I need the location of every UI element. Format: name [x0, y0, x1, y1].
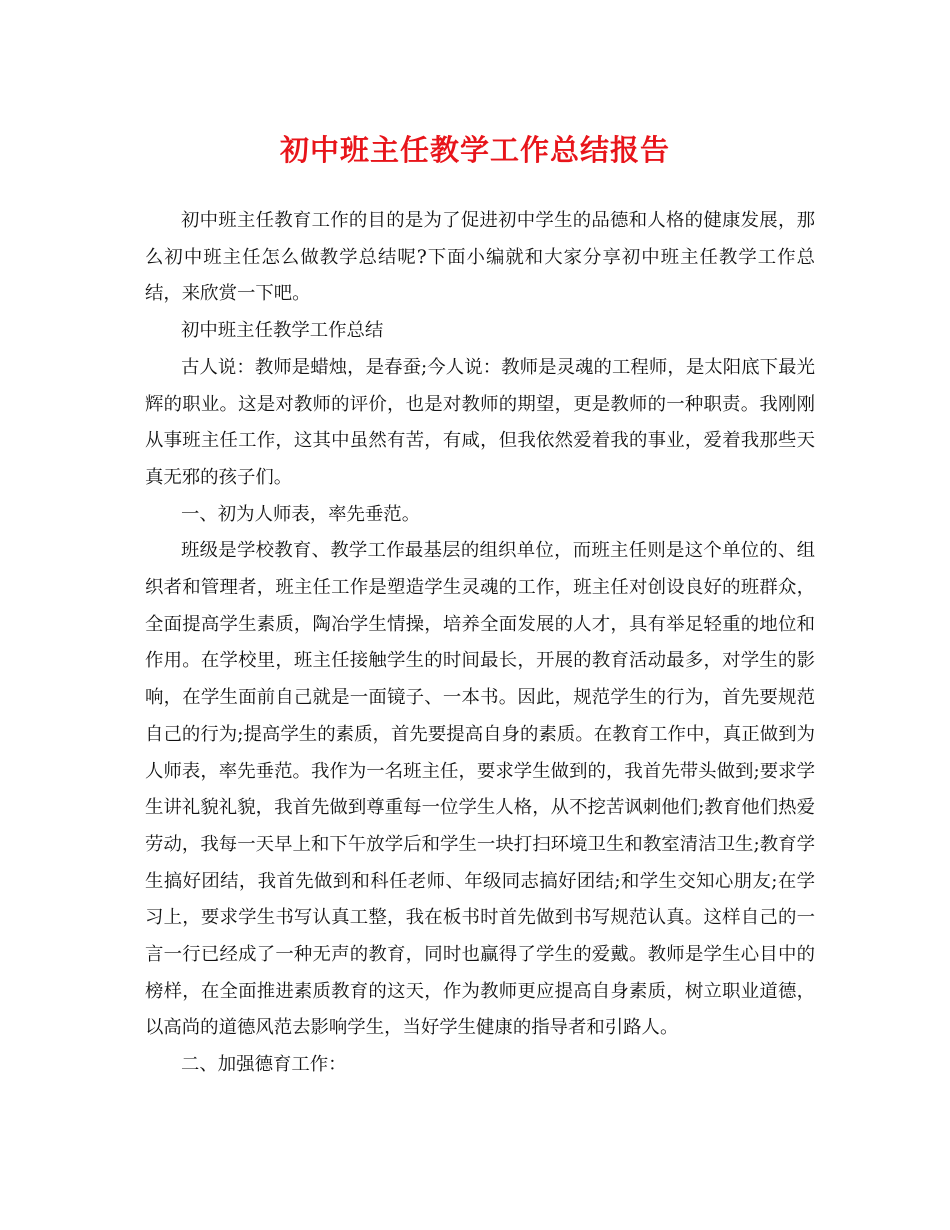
document-body	[145, 203, 815, 1084]
paragraph-intro: 初中班主任教育工作的目的是为了促进初中学生的品德和人格的健康发展，那么初中班主任怎么做教学总结呢?下面小编就和大家分享初中班主任教学工作总结，来欣赏一下吧。	[145, 210, 815, 305]
paragraph-quote: 古人说：教师是蜡烛，是春蚕;今人说：教师是灵魂的工程师，是太阳底下最光辉的职业。这是对教师的评价，也是对教师的期望，更是教师的一种职责。我刚刚从事班主任工作，这其中虽然有苦，有咸，但我依然爱着我的事业，爱着我那些天真无邪的孩子们。	[145, 356, 815, 488]
section-heading: 初中班主任教学工作总结	[181, 320, 384, 342]
document-title: 初中班主任教学工作总结报告	[279, 133, 670, 167]
paragraph-class-work: 班级是学校教育、教学工作最基层的组织单位，而班主任则是这个单位的、组织者和管理者，班主任工作是塑造学生灵魂的工作，班主任对创设良好的班群众，全面提高学生素质，陶冶学生情操，培养全面发展的人才，具有举足轻重的地位和作用。在学校里，班主任接触学生的时间最长，开展的教育活动最多，对学生的影响，在学生面前自己就是一面镜子、一本书。因此，规范学生的行为，首先要规范自己的行为;提高学生的素质，首先要提高自身的素质。在教育工作中，真正做到为人师表，率先垂范。我作为一名班主任，要求学生做到的，我首先带头做到;要求学生讲礼貌礼貌，我首先做到尊重每一位学生人格，从不挖苦讽刺他们;教育他们热爱劳动，我每一天早上和下午放学后和学生一块打扫环境卫生和教室清洁卫生;教育学生搞好团结，我首先做到和科任老师、年级同志搞好团结;和学生交知心朋友;在学习上，要求学生书写认真工整，我在板书时首先做到书写规范认真。这样自己的一言一行已经成了一种无声的教育，同时也赢得了学生的爱戴。教师是学生心目中的榜样，在全面推进素质教育的这天，作为教师更应提高自身素质，树立职业道德，以高尚的道德风范去影响学生，当好学生健康的指导者和引路人。	[145, 540, 815, 1039]
subheading-two: 二、加强德育工作：	[181, 1054, 347, 1076]
subheading-one: 一、初为人师表，率先垂范。	[181, 503, 421, 525]
